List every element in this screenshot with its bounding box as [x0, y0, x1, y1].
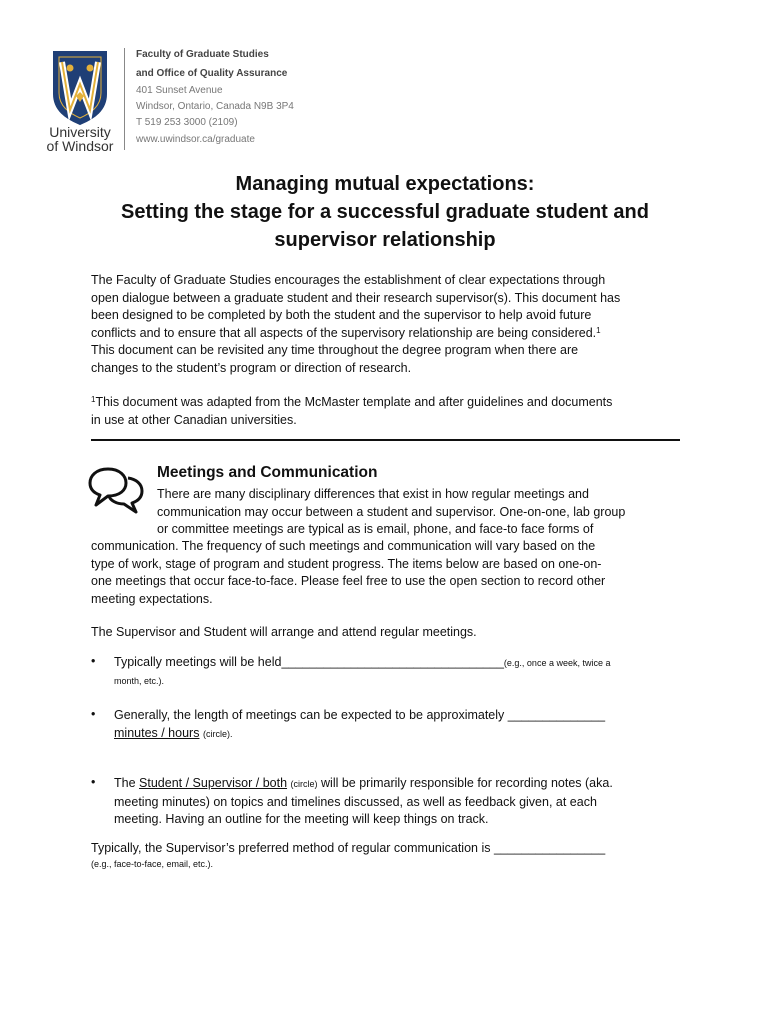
- university-of-windsor-logo: [40, 48, 120, 152]
- meeting-length-field[interactable]: Generally, the length of meetings can be expected to be approximately ______________: [114, 708, 606, 722]
- header-divider: [124, 48, 125, 150]
- phone-line: T 519 253 3000 (2109): [136, 117, 238, 128]
- city-line: Windsor, Ontario, Canada N9B 3P4: [136, 101, 294, 112]
- section-divider: [91, 439, 680, 441]
- bullet-meeting-frequency: Typically meetings will be held________________________________(e.g., once a week, twice a month, etc.).: [114, 655, 611, 686]
- section-heading: Meetings and Communication: [157, 464, 378, 481]
- faculty-name: Faculty of Graduate Studies: [136, 49, 269, 60]
- section-intro-indented: There are many disciplinary differences that exist in how regular meetings and communication may occur between a student and supervisor. One-on-one, lab group or committee meetings are typical as is email, phone, and face-to face forms of: [157, 487, 626, 536]
- communication-method-field[interactable]: Typically, the Supervisor’s preferred method of regular communication is ________________: [91, 841, 606, 855]
- address-line: 401 Sunset Avenue: [136, 85, 223, 96]
- bullet-symbol: •: [91, 654, 96, 668]
- communication-method: Typically, the Supervisor’s preferred method of regular communication is ________________ (e.g., face-to-face, email, etc.).: [91, 840, 711, 870]
- bullet-symbol: •: [91, 707, 96, 721]
- responsibility-options[interactable]: Student / Supervisor / both: [139, 776, 288, 790]
- footnote-marker: 1: [596, 325, 601, 335]
- bullet-symbol: •: [91, 775, 96, 789]
- title-line-3: supervisor relationship: [274, 229, 496, 251]
- svg-text:of Windsor: of Windsor: [46, 138, 114, 152]
- title-line-1: Managing mutual expectations:: [235, 173, 535, 195]
- title-line-2: Setting the stage for a successful graduate student and: [121, 201, 649, 223]
- minutes-hours-options[interactable]: minutes / hours: [114, 725, 200, 740]
- bullet-meeting-length: Generally, the length of meetings can be expected to be approximately ______________ minutes / hours (circle).: [114, 707, 684, 743]
- section-intro-body: communication. The frequency of such meetings and communication will vary based on the type of work, stage of program and student progress. The items below are based on one-on- one meetings that occur face-to-face. Please feel free to use the open section to record other meeting expectations.: [91, 539, 606, 606]
- website-link[interactable]: www.uwindsor.ca/graduate: [136, 134, 255, 145]
- bullet-note-taking: The Student / Supervisor / both (circle) will be primarily responsible for recording notes (aka. meeting minutes) on topics and timelines discussed, as well as feedback given, at each meeting. Having an outline for the meeting will keep things on track.: [114, 776, 613, 826]
- arrange-statement: The Supervisor and Student will arrange and attend regular meetings.: [91, 625, 477, 639]
- page-title: [60, 170, 710, 254]
- intro-paragraph: The Faculty of Graduate Studies encourages the establishment of clear expectations through open dialogue between a graduate student and their research supervisor(s). This document has been designed to be completed by both the student and the supervisor to help avoid future conflicts and to ensure that all aspects of the supervisory relationship are being considered.$^1$ This document can be revisited any time throughout the degree program when there are changes to the student’s program or direction of research.: [91, 273, 621, 375]
- footnote: $^1$This document was adapted from the McMaster template and after guidelines and documents in use at other Canadian universities.: [91, 395, 613, 427]
- svg-text:University: University: [49, 124, 111, 140]
- meeting-frequency-field[interactable]: ________________________________: [281, 655, 504, 669]
- chat-bubbles-icon: [88, 465, 144, 515]
- office-name: and Office of Quality Assurance: [136, 68, 288, 79]
